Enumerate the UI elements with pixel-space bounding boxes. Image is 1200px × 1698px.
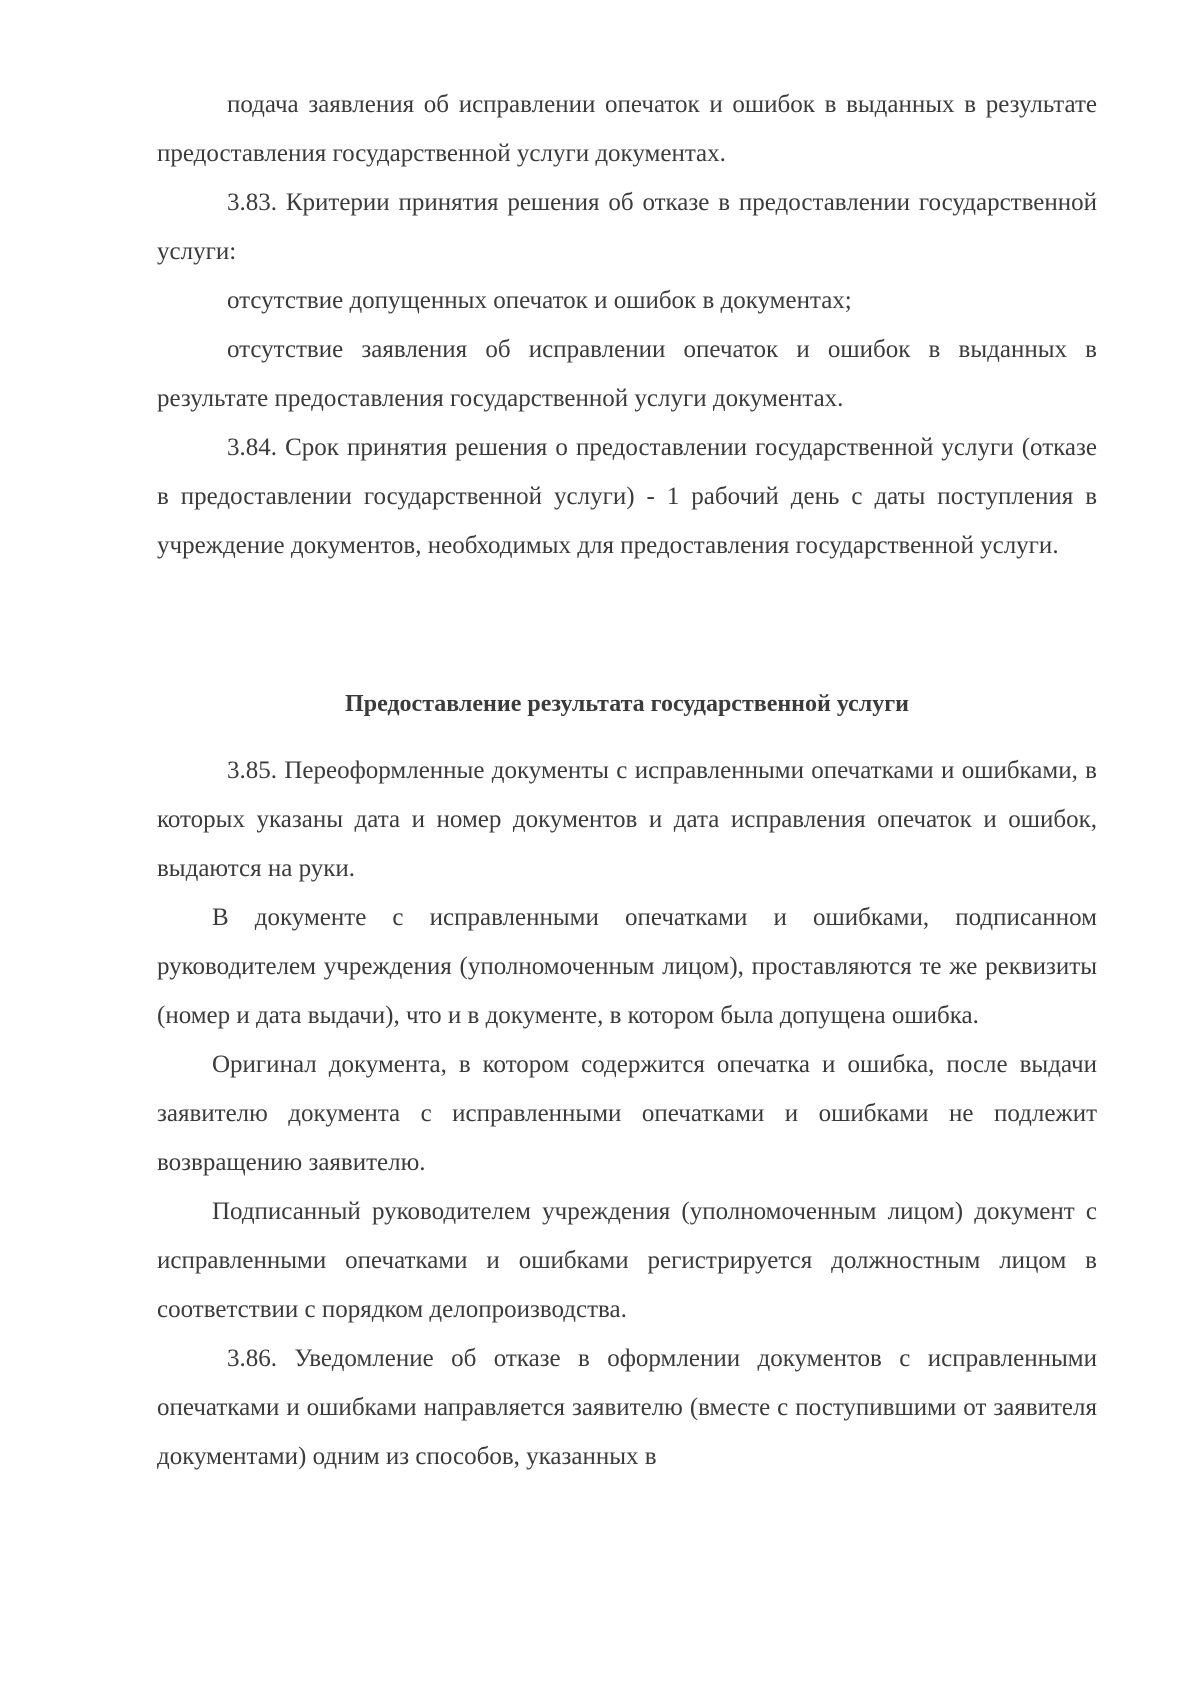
paragraph-3-85: 3.85. Переоформленные документы с исправленными опечатками и ошибками, в которых указаны дата и номер документов и дата исправления опечаток и ошибок, выдаются на руки.: [157, 757, 1097, 882]
paragraph-submission-item: подача заявления об исправлении опечаток и ошибок в выданных в результате предоставления государственной услуги документах.: [157, 91, 1097, 167]
section-heading-wrapper: [157, 684, 1097, 724]
paragraph-no-application: отсутствие заявления об исправлении опечаток и ошибок в выданных в результате предоставления государственной услуги документах.: [157, 336, 1097, 412]
paragraph-original: Оригинал документа, в котором содержится опечатка и ошибка, после выдачи заявителю документа с исправленными опечатками и ошибками не подлежит возвращению заявителю.: [157, 1051, 1097, 1176]
section-heading: Предоставление результата государственной услуги: [345, 691, 909, 717]
paragraph-3-83: 3.83. Критерии принятия решения об отказе в предоставлении государственной услуги:: [157, 189, 1097, 265]
paragraph-3-86: 3.86. Уведомление об отказе в оформлении документов с исправленными опечатками и ошибками направляется заявителю (вместе с поступившими от заявителя документами) одним из способов, указанных в: [157, 1345, 1097, 1470]
paragraph-requisites: В документе с исправленными опечатками и ошибками, подписанном руководителем учреждения (уполномоченным лицом), проставляются те же реквизиты (номер и дата выдачи), что и в документе, в котором была допущена ошибка.: [157, 904, 1097, 1029]
text-block-top: [157, 80, 1097, 570]
paragraph-3-84: 3.84. Срок принятия решения о предоставлении государственной услуги (отказе в предоставлении государственной услуги) - 1 рабочий день с даты поступления в учреждение документов, необходимых для предоставления государственной услуги.: [157, 434, 1097, 559]
text-block-bottom: [157, 746, 1097, 1481]
paragraph-no-errors: отсутствие допущенных опечаток и ошибок в документах;: [227, 287, 852, 314]
paragraph-registration: Подписанный руководителем учреждения (уполномоченным лицом) документ с исправленными опечатками и ошибками регистрируется должностным лицом в соответствии с порядком делопроизводства.: [157, 1198, 1097, 1323]
